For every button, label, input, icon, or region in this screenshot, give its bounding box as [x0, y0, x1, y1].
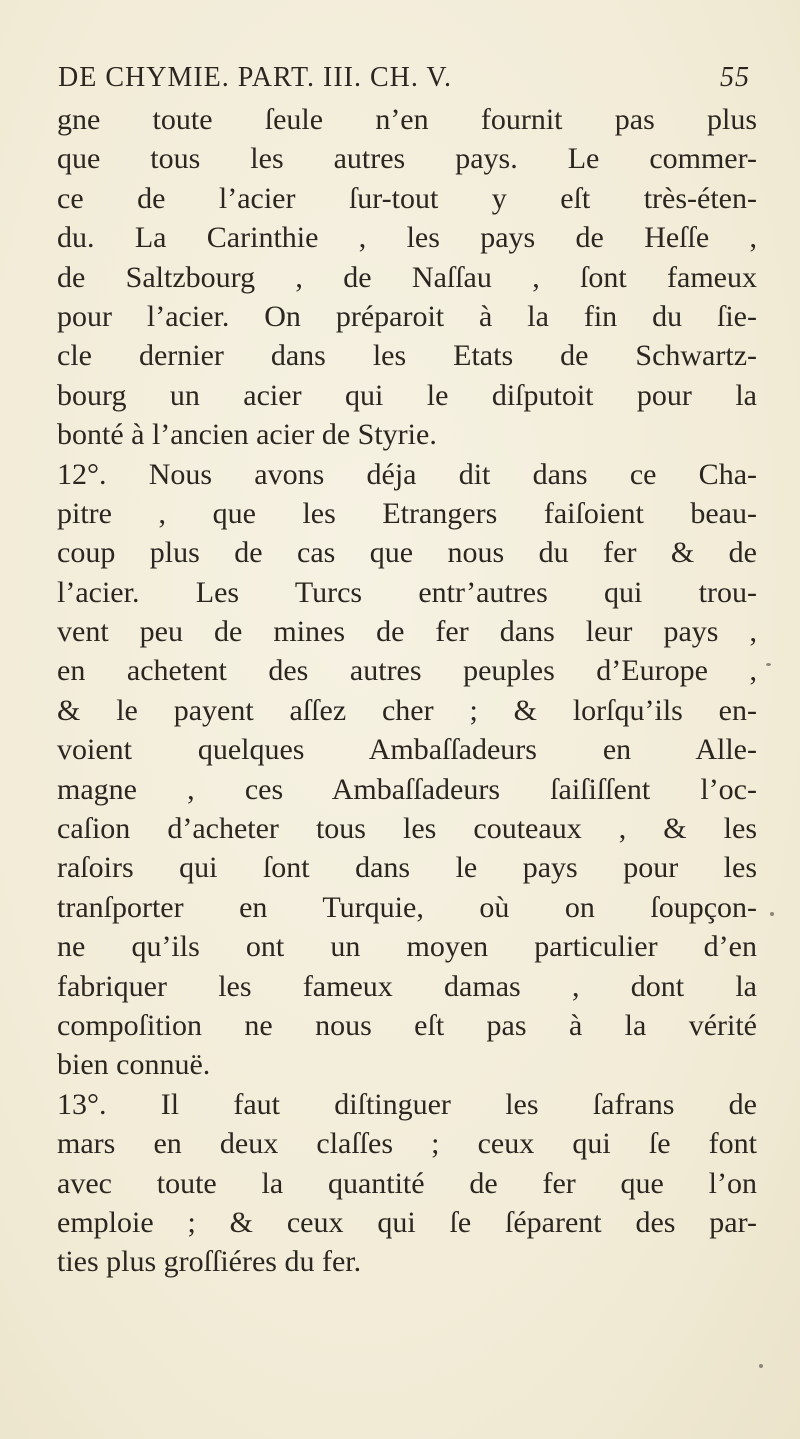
- text-line: fabriquer les fameux damas , dont la: [57, 969, 757, 1003]
- text-line: raſoirs qui ſont dans le pays pour les: [57, 851, 757, 885]
- body-text: [57, 100, 757, 1282]
- text-line: 13°. Il faut diſtinguer les ſafrans de: [57, 1087, 757, 1121]
- page-number: 55: [720, 62, 750, 93]
- text-line: emploie ; & ceux qui ſe ſéparent des par-: [57, 1205, 757, 1239]
- text-line: bourg un acier qui le diſputoit pour la: [57, 378, 757, 412]
- text-line: ne qu’ils ont un moyen particulier d’en: [57, 930, 757, 964]
- text-line: pour l’acier. On préparoit à la fin du ſie-: [57, 299, 757, 333]
- text-line: gne toute ſeule n’en fournit pas plus: [57, 103, 757, 136]
- text-line: ce de l’acier ſur-tout y eſt très-éten-: [57, 181, 757, 215]
- text-line: cle dernier dans les Etats de Schwartz-: [57, 339, 757, 373]
- text-line: caſion d’acheter tous les couteaux , & les: [57, 812, 757, 846]
- text-line: pitre , que les Etrangers faiſoient beau-: [57, 496, 757, 530]
- text-line: l’acier. Les Turcs entr’autres qui trou-: [57, 575, 757, 609]
- text-line: tranſporter en Turquie, où on ſoupçon-: [57, 890, 757, 924]
- text-line: bien connuë.: [57, 1048, 211, 1082]
- text-line: en achetent des autres peuples d’Europe ,: [57, 654, 757, 688]
- text-line: coup plus de cas que nous du fer & de: [57, 536, 757, 570]
- text-line: & le payent aſſez cher ; & lorſqu’ils en-: [57, 693, 757, 727]
- paper-speck: [766, 663, 771, 666]
- text-line: que tous les autres pays. Le commer-: [57, 142, 757, 176]
- text-line: du. La Carinthie , les pays de Heſſe ,: [57, 221, 757, 255]
- paper-speck: [770, 912, 774, 916]
- text-line: voient quelques Ambaſſadeurs en Alle-: [57, 733, 757, 767]
- page-header: [58, 62, 750, 102]
- text-line: magne , ces Ambaſſadeurs ſaiſiſſent l’oc-: [57, 772, 757, 806]
- text-line: de Saltzbourg , de Naſſau , ſont fameux: [57, 260, 757, 294]
- text-line: bonté à l’ancien acier de Styrie.: [57, 418, 437, 452]
- text-line: compoſition ne nous eſt pas à la vérité: [57, 1008, 757, 1042]
- text-line: ties plus groſſiéres du fer.: [57, 1245, 362, 1279]
- text-line: mars en deux claſſes ; ceux qui ſe font: [57, 1127, 757, 1161]
- paper-speck: [759, 1364, 763, 1368]
- running-head: DE CHYMIE. PART. III. CH. V.: [58, 62, 452, 93]
- text-line: 12°. Nous avons déja dit dans ce Cha-: [57, 457, 757, 491]
- text-line: avec toute la quantité de fer que l’on: [57, 1166, 757, 1200]
- text-line: vent peu de mines de fer dans leur pays ,: [57, 615, 757, 649]
